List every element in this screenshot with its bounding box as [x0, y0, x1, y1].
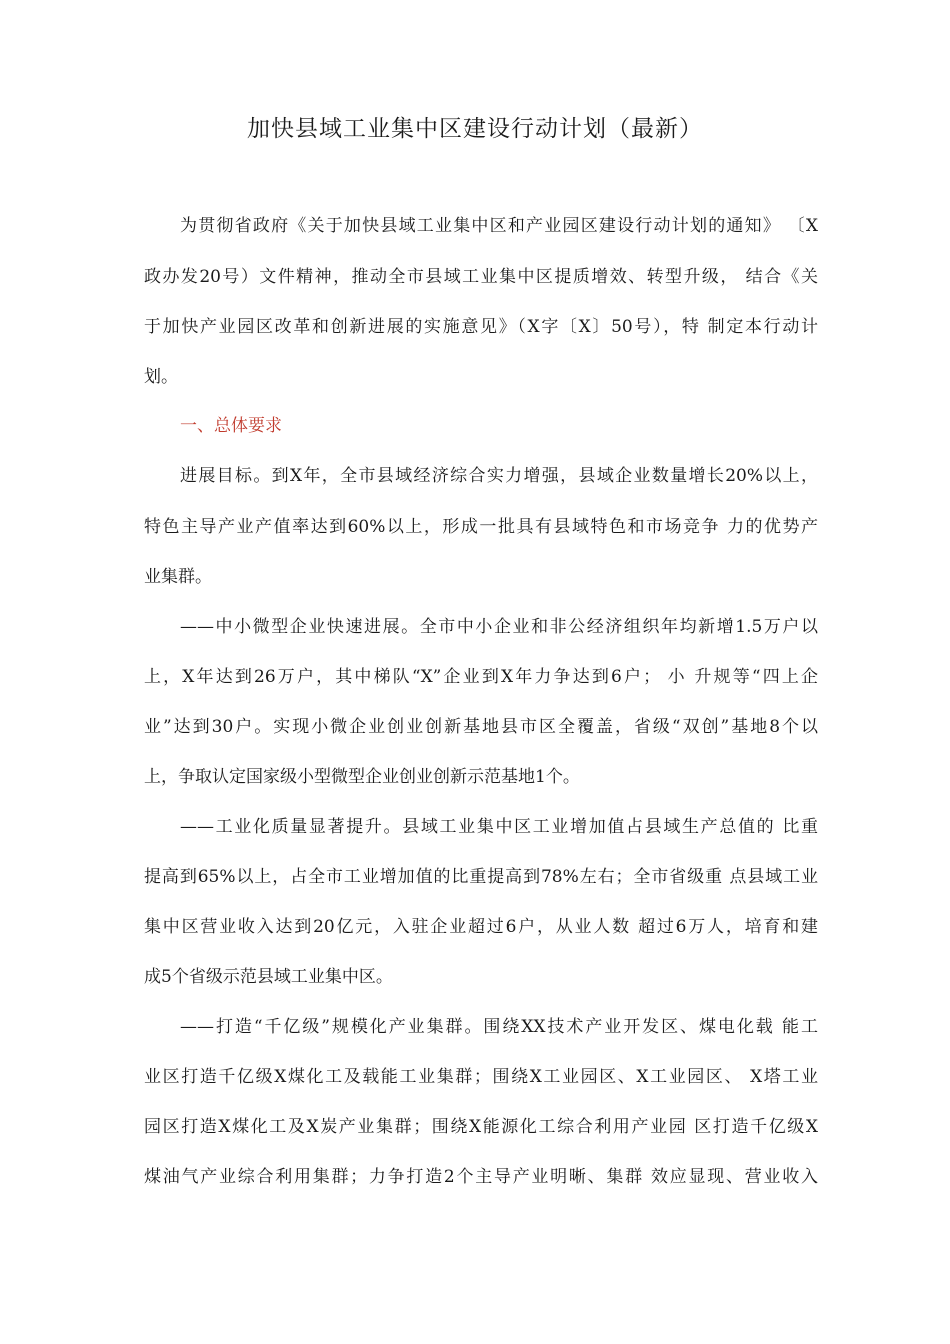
- paragraph-5-line-1: ——打造“千亿级”规模化产业集群。围绕XX技术产业开发区、煤电化载 能工: [180, 1017, 818, 1037]
- section-heading: 一、总体要求: [180, 416, 282, 436]
- paragraph-3-line-4: 上，争取认定国家级小型微型企业创业创新示范基地1个。: [144, 767, 580, 787]
- paragraph-4-line-2: 提高到65%以上，占全市工业增加值的比重提高到78%左右；全市省级重 点县域工业: [144, 867, 818, 887]
- paragraph-5-line-4: 煤油气产业综合利用集群；力争打造2个主导产业明晰、集群 效应显现、营业收入: [144, 1167, 818, 1187]
- paragraph-5-line-3: 园区打造X煤化工及X炭产业集群；围绕X能源化工综合利用产业园 区打造千亿级X: [144, 1117, 818, 1137]
- paragraph-5-line-2: 业区打造千亿级X煤化工及载能工业集群；围绕X工业园区、X工业园区、 X塔工业: [144, 1067, 818, 1087]
- paragraph-1-line-4: 划。: [144, 367, 178, 387]
- paragraph-2-line-2: 特色主导产业产值率达到60%以上，形成一批具有县域特色和市场竞争 力的优势产: [144, 517, 818, 537]
- paragraph-3-line-3: 业”达到30户。实现小微企业创业创新基地县市区全覆盖，省级“双创”基地8个以: [144, 717, 818, 737]
- paragraph-1-line-2: 政办发20号）文件精神，推动全市县域工业集中区提质增效、转型升级， 结合《关: [144, 267, 818, 287]
- paragraph-1-line-3: 于加快产业园区改革和创新进展的实施意见》（X字〔X〕50号），特 制定本行动计: [144, 317, 818, 337]
- paragraph-2-line-3: 业集群。: [144, 567, 212, 587]
- paragraph-4-line-1: ——工业化质量显著提升。县域工业集中区工业增加值占县域生产总值的 比重: [180, 817, 818, 837]
- paragraph-4-line-4: 成5个省级示范县域工业集中区。: [144, 967, 393, 987]
- document-title: 加快县域工业集中区建设行动计划（最新）: [247, 116, 703, 142]
- paragraph-4-line-3: 集中区营业收入达到20亿元，入驻企业超过6户，从业人数 超过6万人，培育和建: [144, 917, 818, 937]
- paragraph-3-line-1: ——中小微型企业快速进展。全市中小企业和非公经济组织年均新增1.5万户以: [180, 617, 818, 637]
- paragraph-1-line-1: 为贯彻省政府《关于加快县域工业集中区和产业园区建设行动计划的通知》 〔X: [180, 216, 818, 236]
- paragraph-3-line-2: 上，X年达到26万户，其中梯队“X”企业到X年力争达到6户； 小 升规等“四上企: [144, 667, 818, 687]
- paragraph-2-line-1: 进展目标。到X年，全市县域经济综合实力增强，县域企业数量增长20%以上，: [180, 466, 818, 486]
